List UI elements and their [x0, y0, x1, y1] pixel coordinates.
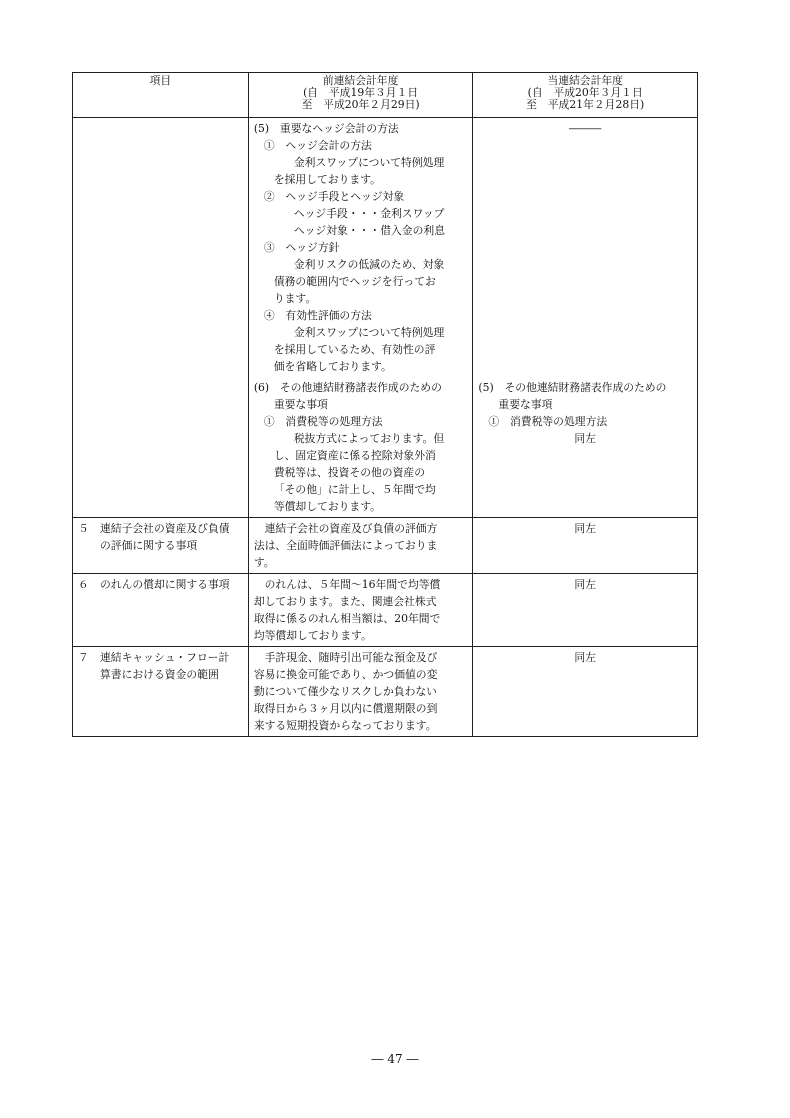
other-curr-line: (5) その他連結財務諸表作成のための — [478, 381, 667, 394]
page-number: ― 47 ― — [371, 1052, 419, 1066]
other-curr-cell — [473, 377, 698, 518]
header-prev-from: (自 平成19年３月１日 — [303, 86, 419, 99]
item-cell — [73, 574, 249, 647]
prev-cell — [248, 574, 473, 647]
prev-line: 来する短期投資からなっております。 — [253, 719, 437, 732]
header-curr-to: 至 平成21年２月28日) — [526, 98, 645, 111]
other-curr-line: ① 消費税等の処理方法 — [488, 415, 608, 428]
prev-cell — [248, 518, 473, 574]
item-number: ５ — [78, 522, 89, 535]
prev-line: 均等償却しております。 — [253, 629, 372, 642]
curr-cell — [473, 574, 698, 647]
header-curr-from: (自 平成20年３月１日 — [527, 86, 643, 99]
hedge-s3-line: 債務の範囲内でヘッジを行ってお — [273, 275, 436, 288]
hedge-item-cell — [73, 118, 249, 518]
item-text: のれんの償却に関する事項 — [100, 578, 230, 591]
header-prev-to: 至 平成20年２月29日) — [301, 98, 420, 111]
header-curr-title: 当連結会計年度 — [547, 74, 623, 87]
header-curr-year-cell — [473, 73, 698, 118]
hedge-s3-title: ③ ヘッジ方針 — [263, 241, 340, 254]
item-number: ６ — [78, 578, 89, 591]
prev-line: す。 — [253, 556, 275, 569]
other-prev-line: (6) その他連結財務諸表作成のための — [253, 381, 442, 394]
table-header-row — [73, 73, 698, 118]
other-prev-line: 「その他」に計上し、５年間で均 — [273, 483, 436, 496]
hedge-s4-line: 価を省略しております。 — [273, 360, 392, 373]
other-curr-same: 同左 — [574, 432, 596, 445]
prev-line: 取得日から３ヶ月以内に償還期限の到 — [253, 702, 438, 715]
hedge-s1-line: 金利スワップについて特例処理 — [293, 156, 445, 169]
hedge-s1-title: ① ヘッジ会計の方法 — [263, 139, 372, 152]
other-prev-line: し、固定資産に係る控除対象外消 — [273, 449, 436, 462]
hedge-row — [73, 118, 698, 378]
header-item-cell — [73, 73, 249, 118]
other-curr-line: 重要な事項 — [498, 398, 553, 411]
other-prev-line: 税抜方式によっております。但 — [293, 432, 445, 445]
table-row — [73, 574, 698, 647]
table-row — [73, 518, 698, 574]
other-prev-line: ① 消費税等の処理方法 — [263, 415, 383, 428]
other-prev-line: 等償却しております。 — [273, 500, 381, 513]
curr-same: 同左 — [574, 578, 596, 591]
prev-line: 手許現金、随時引出可能な預金及び — [253, 651, 438, 664]
prev-line: 容易に換金可能であり、かつ価値の変 — [253, 668, 438, 681]
header-prev-title: 前連結会計年度 — [322, 74, 399, 87]
prev-line: 動について僅少なリスクしか負わない — [253, 685, 437, 698]
item-cell — [73, 647, 249, 737]
hedge-s2-title: ② ヘッジ手段とヘッジ対象 — [263, 190, 405, 203]
hedge-curr-cell — [473, 118, 698, 378]
hedge-s2-line: ヘッジ対象・・・借入金の利息 — [293, 224, 445, 237]
hedge-s1-line: を採用しております。 — [273, 173, 381, 186]
curr-same: 同左 — [574, 651, 596, 664]
header-prev-year-cell — [248, 73, 473, 118]
accounting-policy-table — [72, 72, 698, 737]
item-text: 連結キャッシュ・フロー計算書における資金の範囲 — [100, 651, 230, 681]
other-prev-line: 重要な事項 — [273, 398, 328, 411]
item-number: ７ — [78, 651, 89, 664]
hedge-s3-line: 金利リスクの低減のため、対象 — [293, 258, 445, 271]
hedge-s3-line: ります。 — [273, 292, 317, 305]
hedge-prev-cell — [248, 118, 473, 378]
other-prev-line: 費税等は、投資その他の資産の — [273, 466, 425, 479]
hedge-s2-line: ヘッジ手段・・・金利スワップ — [293, 207, 445, 220]
table-row — [73, 647, 698, 737]
item-cell — [73, 518, 249, 574]
other-prev-cell — [248, 377, 473, 518]
item-text: 連結子会社の資産及び負債の評価に関する事項 — [100, 522, 230, 552]
hedge-s4-line: を採用しているため、有効性の評 — [273, 343, 436, 356]
prev-line: 連結子会社の資産及び負債の評価方 — [253, 522, 438, 535]
hedge-s4-line: 金利スワップについて特例処理 — [293, 326, 445, 339]
curr-same: 同左 — [574, 522, 596, 535]
prev-line: のれんは、５年間～16年間で均等償 — [253, 578, 441, 591]
hedge-s4-title: ④ 有効性評価の方法 — [263, 309, 372, 322]
prev-line: 法は、全面時価評価法によっておりま — [253, 539, 438, 552]
header-item-label: 項目 — [149, 74, 172, 87]
curr-cell — [473, 647, 698, 737]
hedge-curr-dash: ――― — [569, 122, 602, 135]
prev-cell — [248, 647, 473, 737]
prev-line: 取得に係るのれん相当額は、20年間で — [253, 612, 441, 625]
curr-cell — [473, 518, 698, 574]
prev-line: 却しております。また、関連会社株式 — [253, 595, 437, 608]
hedge-title: (5) 重要なヘッジ会計の方法 — [253, 122, 399, 135]
